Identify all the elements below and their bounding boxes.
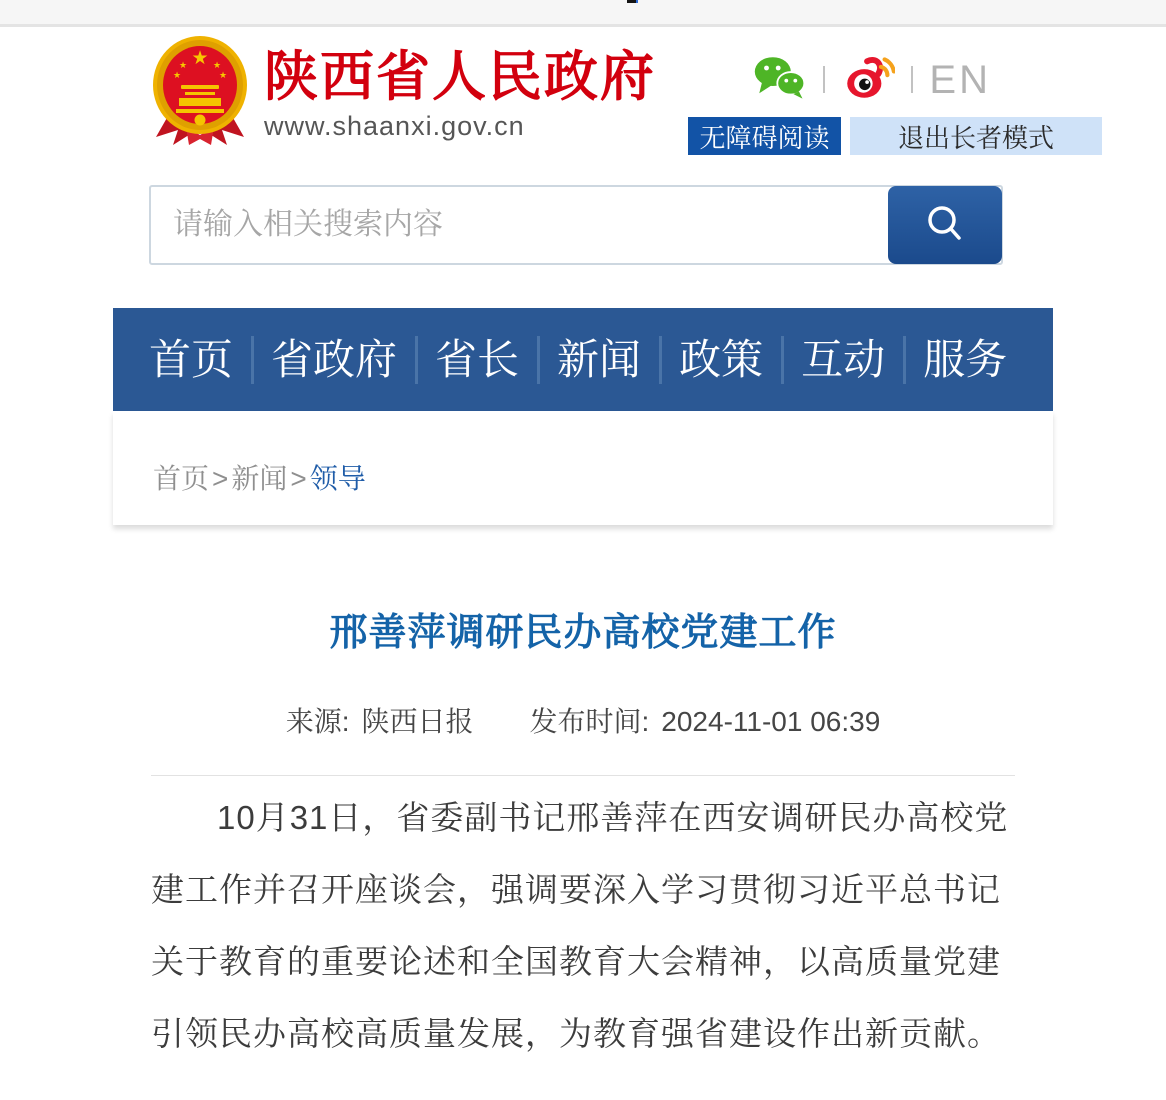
- nav-item-services[interactable]: 服务: [904, 339, 1026, 381]
- tab-drag-indicator: [627, 0, 636, 3]
- social-separator: [911, 66, 913, 93]
- breadcrumb-news[interactable]: 新闻: [231, 463, 288, 494]
- nav-item-interaction[interactable]: 互动: [782, 339, 904, 381]
- site-title[interactable]: 陕西省人民政府: [264, 47, 656, 107]
- header-buttons: [688, 117, 1102, 155]
- weibo-icon[interactable]: [841, 53, 895, 106]
- article-meta: [151, 702, 1015, 742]
- breadcrumb: [113, 411, 1053, 525]
- article: [113, 609, 1053, 1070]
- wechat-icon[interactable]: [753, 54, 807, 105]
- page-container: [113, 27, 1053, 1070]
- nav-item-governor[interactable]: 省长: [416, 339, 538, 381]
- magnifier-icon: [923, 202, 967, 249]
- nav-item-provincial-government[interactable]: 省政府: [252, 339, 416, 381]
- publish-time-value: 2024-11-01 06:39: [661, 706, 881, 738]
- article-divider: [151, 775, 1015, 776]
- svg-text:★: ★: [212, 60, 222, 70]
- accessibility-reading-button[interactable]: 无障碍阅读: [688, 117, 841, 155]
- site-title-block: [264, 35, 656, 142]
- social-separator: [823, 66, 825, 93]
- social-row: [753, 53, 991, 106]
- breadcrumb-separator: >: [212, 463, 229, 494]
- source-value: 陕西日报: [361, 706, 474, 738]
- exit-elder-mode-button[interactable]: 退出长者模式: [850, 117, 1102, 155]
- search-input[interactable]: [151, 187, 891, 263]
- svg-text:★: ★: [218, 70, 228, 80]
- breadcrumb-current-leaders[interactable]: 领导: [309, 463, 366, 494]
- source-label: 来源:: [285, 706, 350, 738]
- language-toggle-en[interactable]: EN: [929, 57, 991, 102]
- publish-time-label: 发布时间:: [529, 706, 650, 738]
- nav-item-news[interactable]: 新闻: [538, 339, 660, 381]
- search-bar: [149, 185, 1003, 265]
- site-header: [113, 27, 1054, 153]
- site-url: www.shaanxi.gov.cn: [264, 110, 525, 141]
- svg-text:★: ★: [191, 48, 209, 69]
- svg-text:★: ★: [172, 70, 182, 80]
- search-button[interactable]: [888, 186, 1002, 264]
- breadcrumb-home[interactable]: 首页: [153, 463, 210, 494]
- article-body: 10月31日，省委副书记邢善萍在西安调研民办高校党建工作并召开座谈会，强调要深入学习贯彻习近平总书记关于教育的重要论述和全国教育大会精神，以高质量党建引领民办高校高质量发展，为教育强省建设作出新贡献。: [151, 799, 1009, 1053]
- national-emblem-icon: [150, 35, 250, 147]
- article-title: 邢善萍调研民办高校党建工作: [329, 612, 837, 654]
- breadcrumb-separator: >: [290, 463, 307, 494]
- main-nav: [113, 308, 1053, 411]
- nav-item-home[interactable]: 首页: [149, 335, 234, 383]
- nav-item-policy[interactable]: 政策: [660, 339, 782, 381]
- svg-text:★: ★: [178, 60, 188, 70]
- top-gray-bar: [0, 0, 1166, 27]
